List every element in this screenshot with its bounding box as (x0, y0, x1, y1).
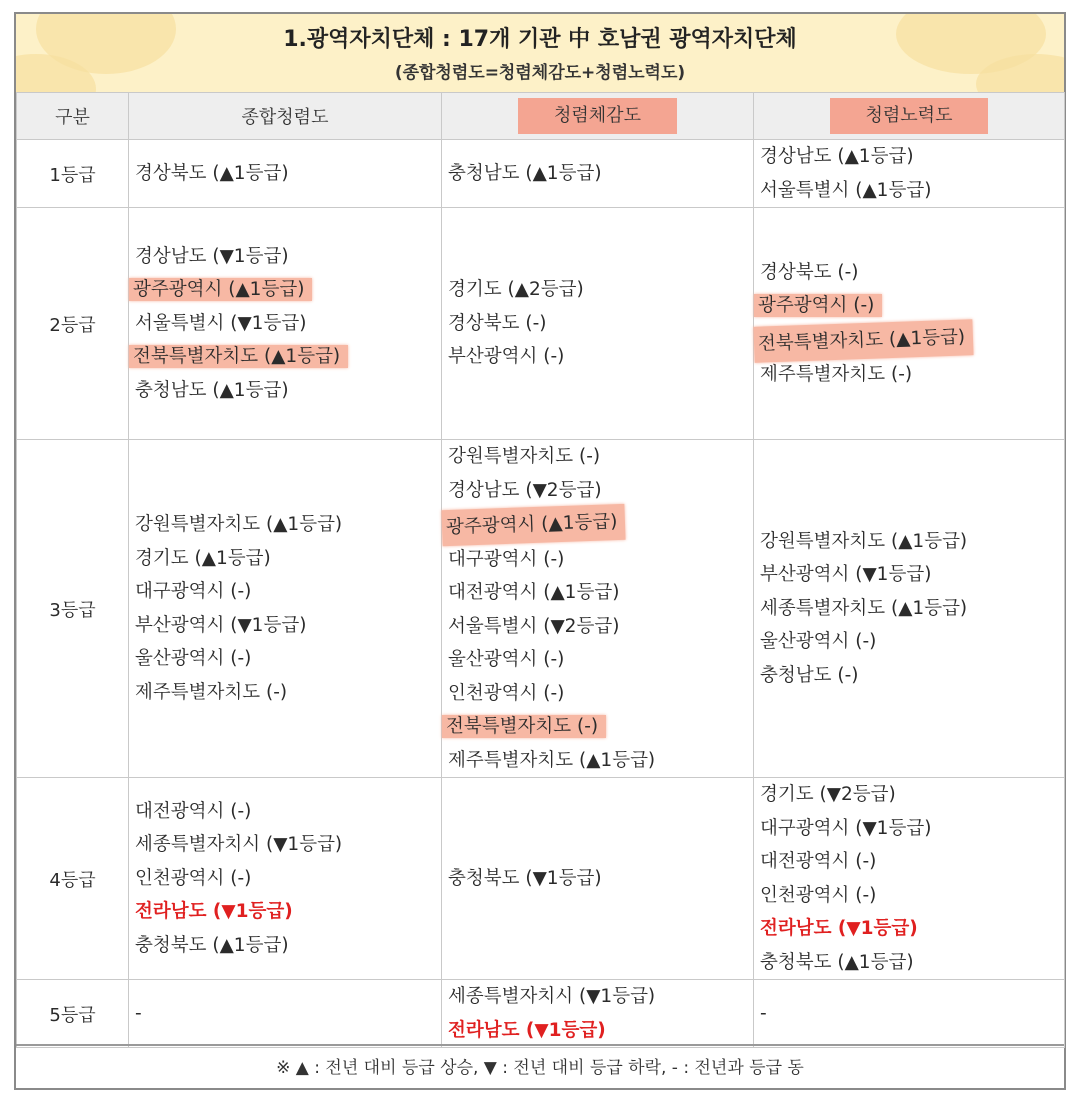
list-item: 제주특별자치도 (-) (760, 364, 913, 385)
list-item: 충청북도 (▼1등급) (448, 867, 602, 889)
list-item: 대구광역시 (▼1등급) (760, 817, 932, 839)
list-item: 울산광역시 (-) (448, 649, 565, 670)
list-item: 세종특별자치도 (▲1등급) (760, 597, 968, 619)
list-item: 강원특별자치도 (▲1등급) (760, 530, 968, 552)
list-item: - (135, 1002, 142, 1024)
list-item: 대전광역시 (▲1등급) (448, 582, 620, 603)
list-item: 세종특별자치시 (▼1등급) (135, 834, 343, 856)
list-item: 대전광역시 (-) (135, 800, 252, 822)
grade-label: 2등급 (17, 208, 129, 440)
highlighted-item: 전북특별자치도 (▲1등급) (129, 345, 348, 368)
grade-label: 3등급 (17, 440, 129, 778)
effort-cell (754, 140, 1065, 208)
list-item: 충청북도 (▲1등급) (135, 934, 289, 956)
list-item: 경기도 (▲2등급) (448, 279, 584, 301)
list-item: 대구광역시 (-) (135, 581, 252, 602)
grade-label: 5등급 (17, 980, 129, 1048)
perception-cell (442, 140, 754, 208)
infographic-frame (14, 12, 1066, 1090)
list-item: 경상남도 (▼1등급) (135, 245, 289, 267)
title-band (16, 14, 1064, 94)
highlighted-item: 광주광역시 (▲1등급) (129, 278, 312, 301)
list-item: 인천광역시 (-) (448, 682, 565, 704)
grade-table (16, 92, 1065, 1048)
table-row (17, 980, 1065, 1048)
list-item: 울산광역시 (-) (135, 648, 252, 669)
list-item: 서울특별시 (▼2등급) (448, 615, 620, 637)
effort-cell (754, 440, 1065, 778)
perception-cell (442, 980, 754, 1048)
title-sub: (종합청렴도=청렴체감도+청렴노력도) (394, 63, 686, 83)
overall-cell (129, 778, 442, 980)
list-item: 경상북도 (-) (760, 261, 859, 283)
header-perception: 청렴체감도 (442, 93, 754, 140)
perception-cell (442, 778, 754, 980)
list-item: 충청북도 (▲1등급) (760, 951, 914, 973)
overall-cell (129, 208, 442, 440)
table-row (17, 440, 1065, 778)
highlighted-item: 전북특별자치도 (▲1등급) (753, 319, 973, 362)
perception-cell (442, 208, 754, 440)
header-row (17, 93, 1065, 140)
list-item: 경기도 (▼2등급) (760, 784, 896, 805)
list-item: 경상북도 (▲1등급) (135, 162, 289, 184)
list-item: 인천광역시 (-) (760, 884, 877, 906)
header-effort: 청렴노력도 (754, 93, 1065, 140)
list-item: 제주특별자치도 (▲1등급) (448, 749, 656, 771)
list-item: 부산광역시 (▼1등급) (135, 614, 307, 636)
list-item: 경기도 (▲1등급) (135, 547, 271, 569)
list-item: 경상남도 (▼2등급) (448, 479, 602, 501)
list-item: - (760, 1002, 767, 1024)
overall-cell (129, 980, 442, 1048)
list-item: 충청남도 (-) (760, 664, 859, 686)
list-item: 서울특별시 (▼1등급) (135, 312, 307, 334)
perception-cell (442, 440, 754, 778)
highlighted-item: 전북특별자치도 (-) (442, 715, 606, 738)
emphasized-item: 전라남도 (▼1등급) (448, 1019, 606, 1041)
list-item: 대전광역시 (-) (760, 851, 877, 872)
emphasized-item: 전라남도 (▼1등급) (760, 918, 918, 939)
header-grade: 구분 (17, 93, 129, 140)
list-item: 강원특별자치도 (-) (448, 446, 601, 467)
emphasized-item: 전라남도 (▼1등급) (135, 901, 293, 923)
highlighted-item: 광주광역시 (-) (754, 294, 882, 317)
grade-label: 4등급 (17, 778, 129, 980)
table-row (17, 778, 1065, 980)
list-item: 인천광역시 (-) (135, 867, 252, 889)
list-item: 세종특별자치시 (▼1등급) (448, 986, 656, 1007)
table-row (17, 208, 1065, 440)
header-overall: 종합청렴도 (129, 93, 442, 140)
list-item: 제주특별자치도 (-) (135, 681, 288, 703)
list-item: 울산광역시 (-) (760, 631, 877, 653)
list-item: 경상북도 (-) (448, 312, 547, 334)
list-item: 충청남도 (▲1등급) (135, 379, 289, 401)
overall-cell (129, 440, 442, 778)
effort-cell (754, 778, 1065, 980)
effort-cell (754, 208, 1065, 440)
list-item: 부산광역시 (▼1등급) (760, 564, 932, 586)
overall-cell (129, 140, 442, 208)
table-row (17, 140, 1065, 208)
list-item: 서울특별시 (▲1등급) (760, 179, 932, 201)
list-item: 충청남도 (▲1등급) (448, 162, 602, 184)
legend-footnote: ※ ▲ : 전년 대비 등급 상승, ▼ : 전년 대비 등급 하락, - : 전년과 등급 동 (16, 1044, 1064, 1088)
highlighted-item: 광주광역시 (▲1등급) (441, 504, 626, 546)
list-item: 부산광역시 (-) (448, 346, 565, 368)
list-item: 대구광역시 (-) (448, 548, 565, 570)
list-item: 강원특별자치도 (▲1등급) (135, 514, 343, 535)
grade-label: 1등급 (17, 140, 129, 208)
list-item: 경상남도 (▲1등급) (760, 146, 914, 167)
effort-cell (754, 980, 1065, 1048)
title-main: 1.광역자치단체 : 17개 기관 中 호남권 광역자치단체 (283, 27, 797, 52)
